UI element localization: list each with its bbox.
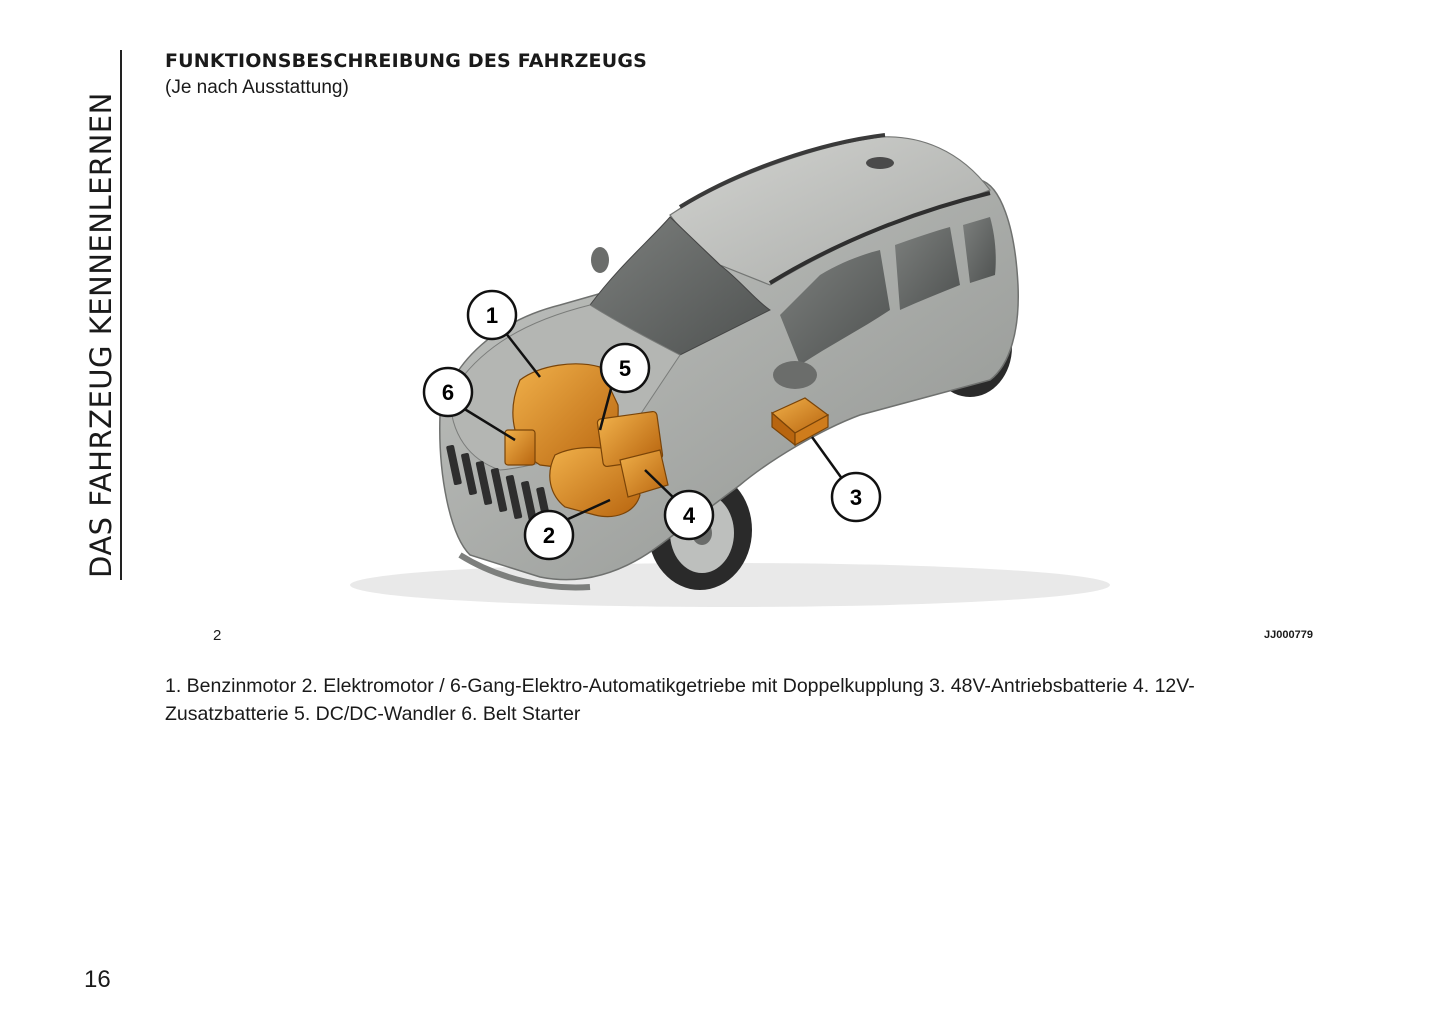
- figure-code: JJ000779: [1264, 629, 1313, 641]
- shark-fin-antenna: [866, 157, 894, 169]
- vehicle-illustration: [300, 115, 1200, 620]
- side-chapter-title: DAS FAHRZEUG KENNENLERNEN: [84, 92, 118, 578]
- section-title: FUNKTIONSBESCHREIBUNG DES FAHRZEUGS: [165, 50, 648, 72]
- callout-6: [424, 368, 472, 416]
- svg-text:5: 5: [618, 356, 632, 381]
- callout-1: [468, 291, 516, 339]
- figure-caption: 1. Benzinmotor 2. Elektromotor / 6-Gang-Elektro-Automatikgetriebe mit Doppelkupplung 3. 48V-Antriebsbatterie 4. 12V-Zusatzbatterie 5. DC/DC-Wandler 6. Belt Starter: [165, 675, 1195, 725]
- svg-text:6: 6: [441, 380, 455, 405]
- side-divider: [120, 50, 122, 580]
- svg-text:4: 4: [682, 503, 696, 528]
- svg-text:2: 2: [542, 523, 556, 548]
- svg-text:3: 3: [849, 485, 863, 510]
- callout-4: [665, 491, 713, 539]
- callout-2: [525, 511, 573, 559]
- page-number: 16: [84, 966, 111, 993]
- callout-5: [601, 344, 649, 392]
- figure-number: 2: [213, 627, 222, 644]
- callout-3: [832, 473, 880, 521]
- section-subtitle: (Je nach Ausstattung): [165, 77, 349, 98]
- svg-text:1: 1: [485, 303, 499, 328]
- side-mirror: [773, 361, 817, 389]
